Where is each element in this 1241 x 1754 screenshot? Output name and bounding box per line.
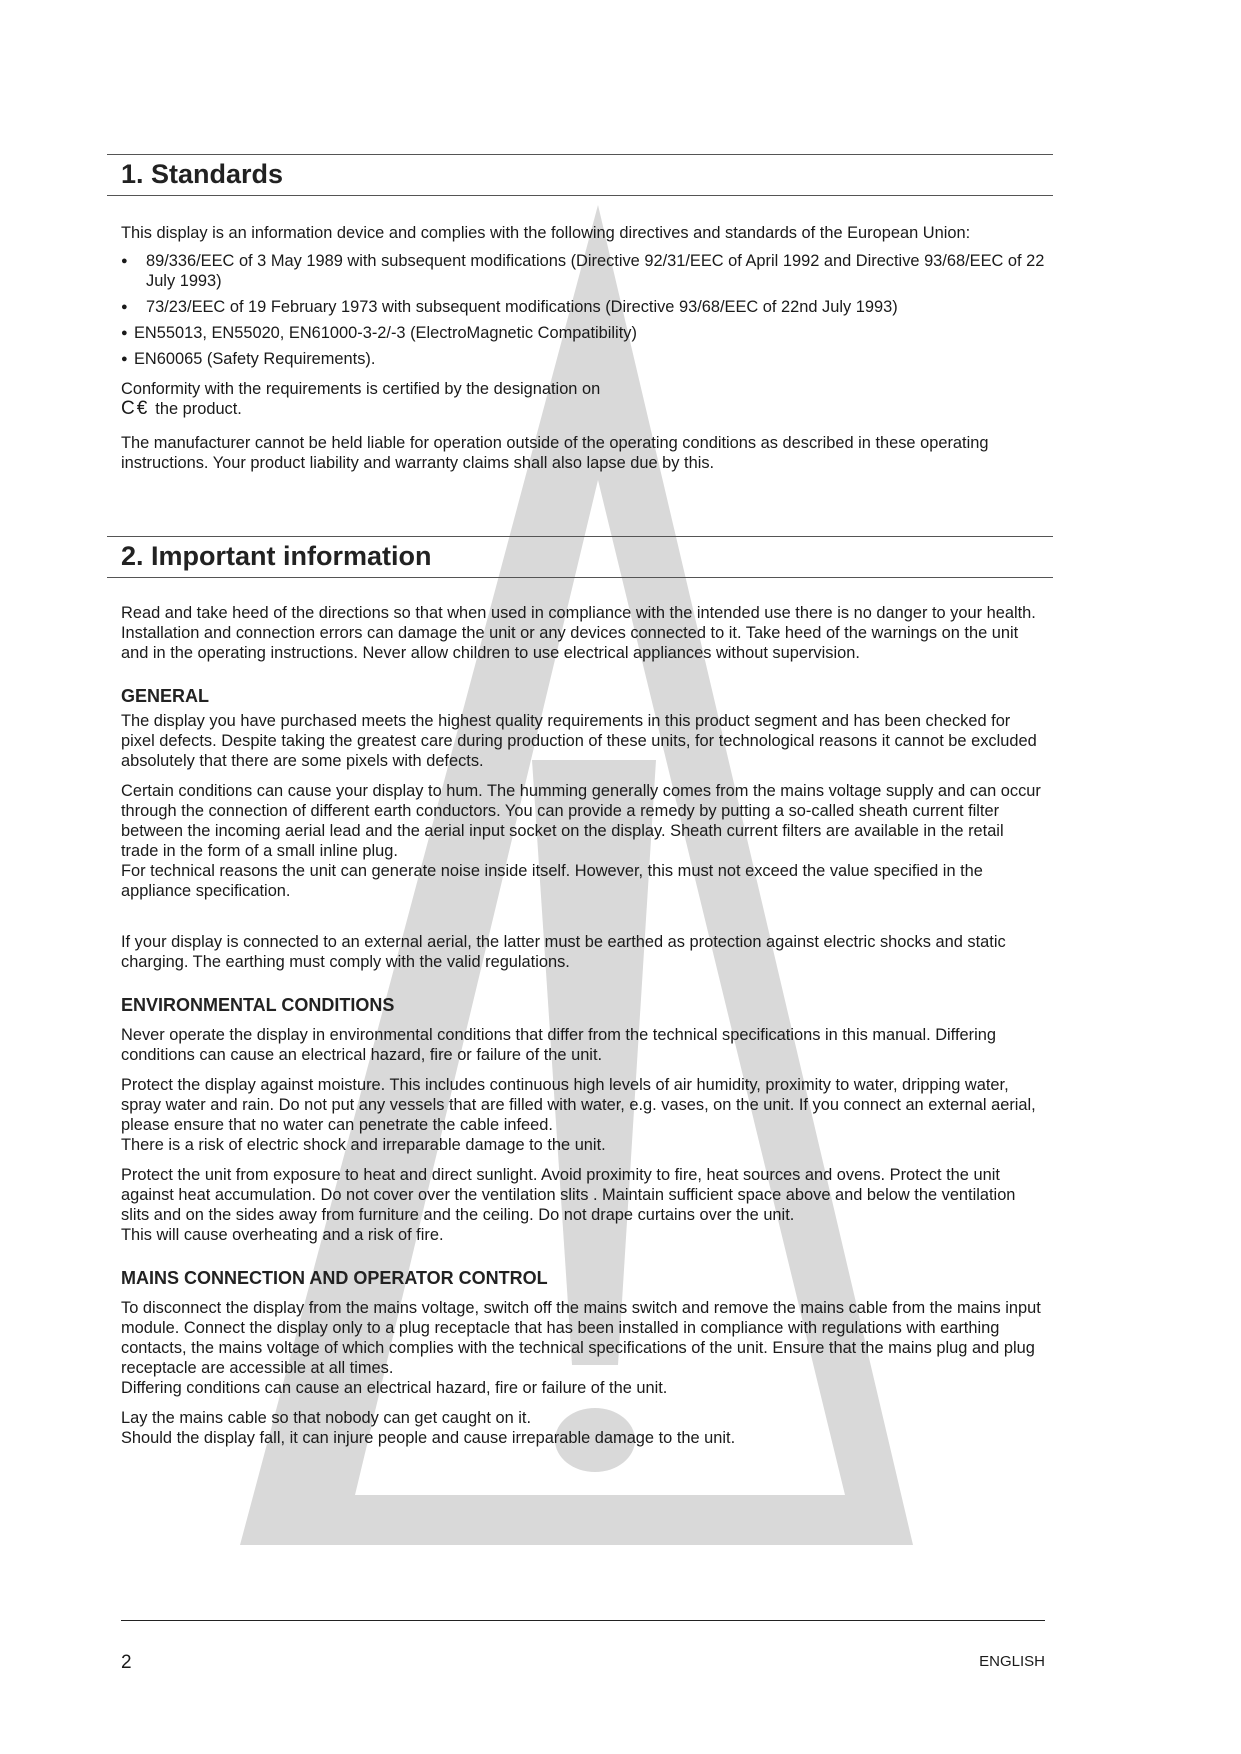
section-title-important-information: 2. Important information <box>121 541 432 571</box>
important-intro: Read and take heed of the directions so that when used in compliance with the intended use there is no danger to your health. Installation and connection errors can damage the unit or any devices connected to it. Take heed of the warnings on the unit and in the operating instructions. Never allow children to use electrical appliances without supervision. <box>121 604 1036 662</box>
liability-text: The manufacturer cannot be held liable for operation outside of the operating conditions as described in these operating instructions. Your product liability and warranty claims shall also lapse due by this. <box>121 434 989 472</box>
mains-paragraph-3: Lay the mains cable so that nobody can get caught on it. <box>121 1409 532 1427</box>
section-title-standards: 1. Standards <box>121 159 284 189</box>
section-rule-top <box>107 536 1053 537</box>
footer-rule <box>121 1620 1045 1621</box>
conformity-text-end: the product. <box>155 400 242 418</box>
environmental-paragraph-2: Protect the display against moisture. This includes continuous high levels of air humidity, proximity to water, dripping water, spray water and rain. Do not put any vessels that are filled with water, e.g. vases, on the unit. If you connect an external aerial, please ensure that no water can penetrate the cable infeed. <box>121 1076 1036 1134</box>
section-rule-bottom <box>107 577 1053 578</box>
language-label: ENGLISH <box>979 1653 1045 1670</box>
important-information-content <box>121 603 1045 1448</box>
mains-paragraph-4: Should the display fall, it can injure people and cause irreparable damage to the unit. <box>121 1429 736 1447</box>
list-item: ● EN55013, EN55020, EN61000-3-2/-3 (ElectroMagnetic Compatibility) <box>121 323 1045 343</box>
general-heading: GENERAL <box>121 686 210 706</box>
section-rule-bottom <box>107 195 1053 196</box>
environmental-paragraph-3: There is a risk of electric shock and irreparable damage to the unit. <box>121 1136 606 1154</box>
standards-content <box>121 223 1045 473</box>
directives-list <box>121 251 1045 369</box>
list-item: ● 73/23/EEC of 19 February 1973 with subsequent modifications (Directive 93/68/EEC of 22nd July 1993) <box>121 297 1045 317</box>
mains-heading: MAINS CONNECTION AND OPERATOR CONTROL <box>121 1268 548 1288</box>
list-item: ● EN60065 (Safety Requirements). <box>121 349 1045 369</box>
page-number: 2 <box>121 1652 132 1673</box>
conformity-text: Conformity with the requirements is certified by the designation on <box>121 380 601 398</box>
ce-mark-icon: C€ <box>121 398 150 419</box>
environmental-paragraph-4: Protect the unit from exposure to heat and direct sunlight. Avoid proximity to fire, heat sources and ovens. Protect the unit against heat accumulation. Do not cover over the ventilation slits . Maintain sufficient space above and below the ventilation slits and on the sides away from furniture and the ceiling. Do not drape curtains over the unit. <box>121 1166 1016 1224</box>
standards-intro: This display is an information device and complies with the following directives and standards of the European Union: <box>121 224 971 242</box>
general-paragraph-2: Certain conditions can cause your display to hum. The humming generally comes from the mains voltage supply and can occur through the connection of different earth conductors. You can provide a remedy by putting a so-called sheath current filter between the incoming aerial lead and the aerial input socket on the display. Sheath current filters are available in the retail trade in the form of a small inline plug. <box>121 782 1041 860</box>
general-paragraph-4: If your display is connected to an external aerial, the latter must be earthed as protection against electric shocks and static charging. The earthing must comply with the valid regulations. <box>121 933 1006 971</box>
list-item: ● 89/336/EEC of 3 May 1989 with subsequent modifications (Directive 92/31/EEC of April 1992 and Directive 93/68/EEC of 22 July 1993) <box>121 251 1045 291</box>
mains-paragraph-1: To disconnect the display from the mains voltage, switch off the mains switch and remove the mains cable from the mains input module. Connect the display only to a plug receptacle that has been installed in compliance with regulations with earthing contacts, the mains voltage of which complies with the technical specifications of the unit. Ensure that the mains plug and plug receptacle are accessible at all times. <box>121 1299 1041 1377</box>
mains-paragraph-2: Differing conditions can cause an electrical hazard, fire or failure of the unit. <box>121 1379 668 1397</box>
environmental-paragraph-5: This will cause overheating and a risk of fire. <box>121 1226 444 1244</box>
environmental-paragraph-1: Never operate the display in environmental conditions that differ from the technical specifications in this manual. Differing conditions can cause an electrical hazard, fire or failure of the unit. <box>121 1026 996 1064</box>
conformity-line <box>121 399 1045 419</box>
general-paragraph-1: The display you have purchased meets the highest quality requirements in this product segment and has been checked for pixel defects. Despite taking the greatest care during production of these units, for technological reasons it cannot be excluded absolutely that there are some pixels with defects. <box>121 712 1037 770</box>
section-rule-top <box>107 154 1053 155</box>
general-paragraph-3: For technical reasons the unit can generate noise inside itself. However, this must not exceed the value specified in the appliance specification. <box>121 862 983 900</box>
environmental-heading: ENVIRONMENTAL CONDITIONS <box>121 995 395 1015</box>
